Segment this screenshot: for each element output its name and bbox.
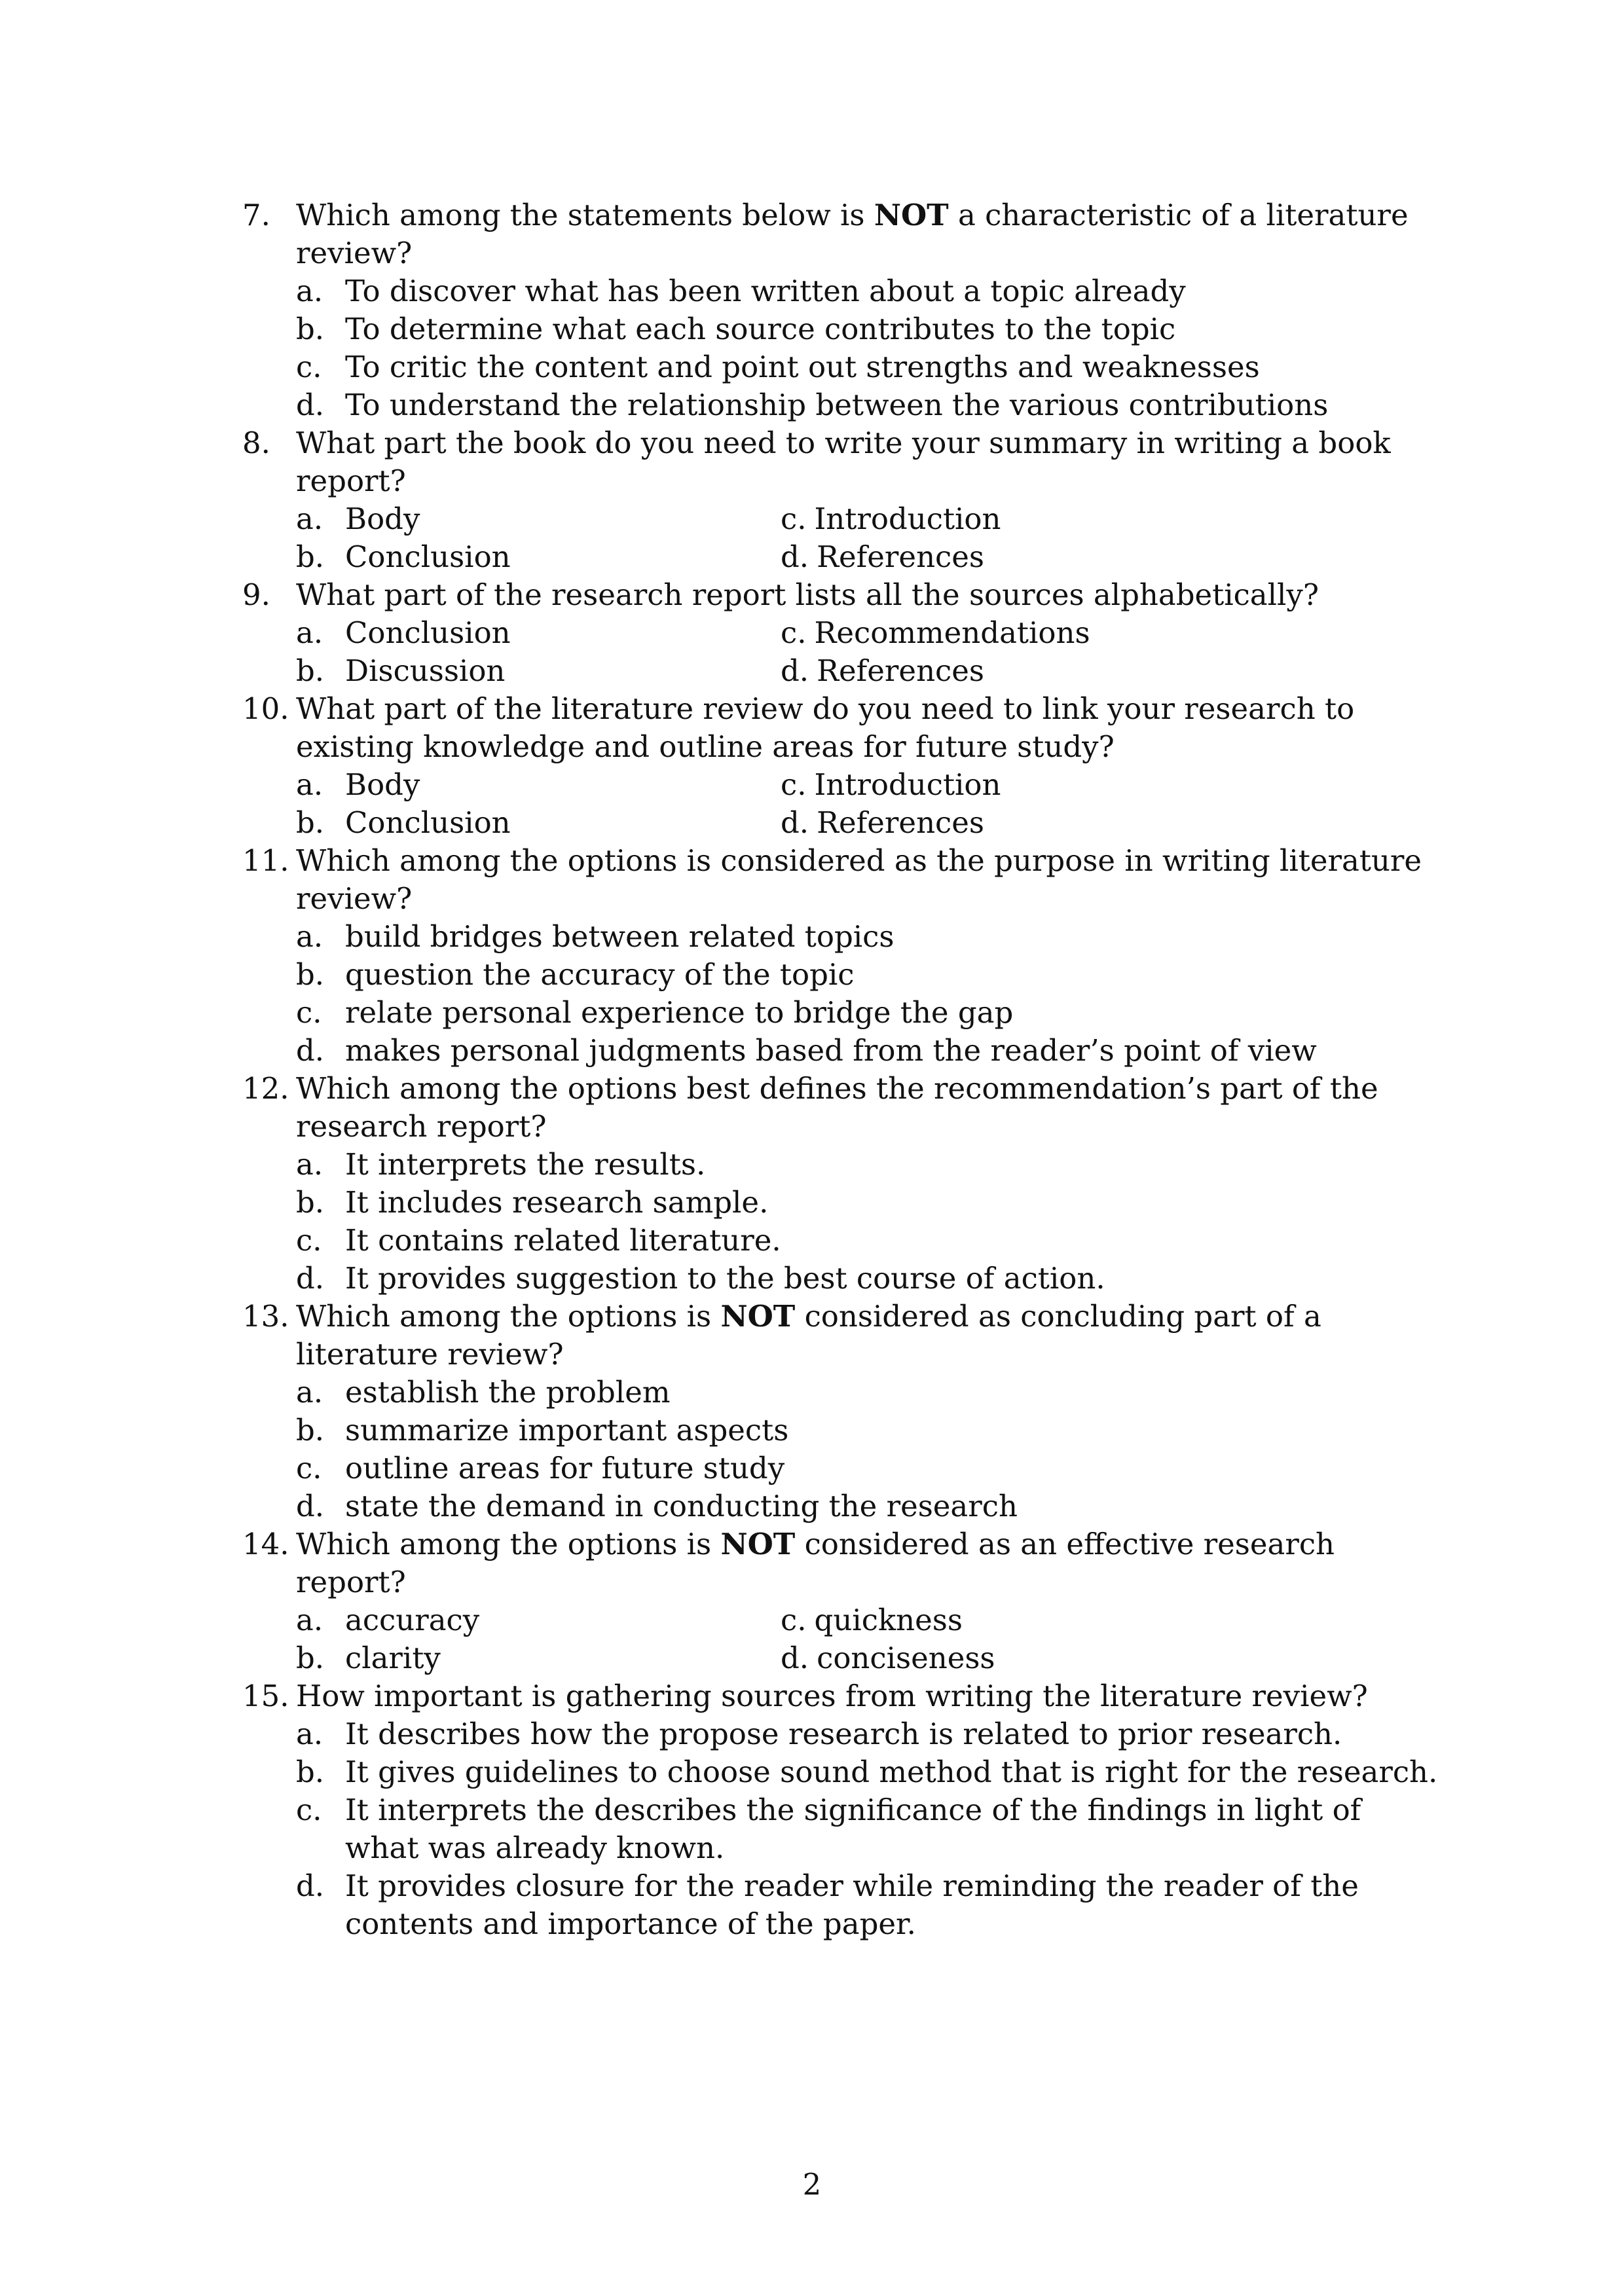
- answer-option: [781, 1601, 1304, 1639]
- answer-option: [296, 386, 1441, 424]
- answer-option: [296, 766, 781, 804]
- answer-option: [296, 1032, 1441, 1070]
- option-text: It provides closure for the reader while reminding the reader of the contents and importance of the paper.: [345, 1868, 1359, 1941]
- answer-option: [296, 804, 781, 842]
- option-letter: d.: [296, 1489, 325, 1523]
- answer-options: [296, 500, 1441, 576]
- option-letter: c.: [296, 1451, 322, 1485]
- answer-option: [296, 1487, 1441, 1525]
- option-text: It gives guidelines to choose sound method that is right for the research.: [345, 1755, 1438, 1789]
- answer-option: [296, 1639, 781, 1677]
- answer-options: [296, 1146, 1441, 1298]
- question-item: [242, 196, 1441, 424]
- question-item: [242, 424, 1441, 576]
- option-text: establish the problem: [345, 1375, 671, 1410]
- question-text-part: What part the book do you need to write your summary in writing a book report?: [296, 426, 1391, 498]
- question-text-part: How important is gathering sources from writing the literature review?: [296, 1679, 1368, 1713]
- answer-option: [296, 994, 1441, 1032]
- question-text: [296, 842, 1441, 918]
- option-letter: b.: [296, 1641, 325, 1675]
- answer-option: [781, 766, 1304, 804]
- option-letter: a.: [296, 767, 323, 802]
- question-text: [296, 690, 1441, 766]
- question-number: 7.: [242, 198, 270, 232]
- option-letter: b.: [296, 312, 325, 346]
- answer-option: [296, 1449, 1441, 1487]
- option-text: It interprets the describes the significance of the findings in light of what was already known.: [345, 1793, 1361, 1865]
- option-letter: b.: [296, 805, 325, 840]
- answer-option: [296, 918, 1441, 956]
- answer-option: [781, 1639, 1304, 1677]
- option-letter: c.: [781, 501, 807, 536]
- option-text: summarize important aspects: [345, 1413, 789, 1448]
- question-item: [242, 1525, 1441, 1677]
- answer-option: [781, 500, 1304, 538]
- question-text-part: Which among the options is: [296, 1527, 721, 1561]
- answer-option: [296, 1867, 1441, 1943]
- question-text: [296, 1677, 1441, 1715]
- answer-option: [296, 1260, 1441, 1298]
- option-letter: d.: [296, 1868, 325, 1903]
- option-text: Conclusion: [345, 805, 511, 840]
- question-text: [296, 424, 1441, 500]
- answer-option: [296, 310, 1441, 348]
- option-text: It contains related literature.: [345, 1223, 781, 1258]
- answer-options: [296, 918, 1441, 1070]
- option-text: Introduction: [814, 501, 1001, 536]
- option-letter: a.: [296, 615, 323, 650]
- answer-option: [296, 1601, 781, 1639]
- question-number: 11.: [242, 843, 289, 878]
- option-text: conciseness: [817, 1641, 995, 1675]
- question-text-part: Which among the options best defines the recommendation’s part of the research report?: [296, 1071, 1378, 1144]
- option-letter: d.: [781, 653, 809, 688]
- option-text: makes personal judgments based from the reader’s point of view: [345, 1033, 1317, 1068]
- option-text: relate personal experience to bridge the gap: [345, 995, 1014, 1030]
- question-item: [242, 1070, 1441, 1298]
- question-text: [296, 1298, 1441, 1374]
- option-letter: d.: [296, 1261, 325, 1296]
- option-text: To critic the content and point out strengths and weaknesses: [345, 350, 1260, 384]
- question-item: [242, 1298, 1441, 1525]
- answer-option: [296, 1715, 1441, 1753]
- question-number: 9.: [242, 577, 270, 612]
- option-letter: a.: [296, 1603, 323, 1637]
- option-text: References: [817, 539, 984, 574]
- option-letter: c.: [296, 995, 322, 1030]
- question-text-part: Which among the options is considered as the purpose in writing literature review?: [296, 843, 1422, 916]
- option-text: References: [817, 653, 984, 688]
- option-text: It provides suggestion to the best course of action.: [345, 1261, 1105, 1296]
- answer-option: [296, 1753, 1441, 1791]
- option-letter: c.: [296, 350, 322, 384]
- option-letter: c.: [781, 1603, 807, 1637]
- answer-option: [296, 1412, 1441, 1449]
- answer-options: [296, 1715, 1441, 1943]
- option-text: To understand the relationship between the various contributions: [345, 388, 1329, 422]
- option-letter: d.: [296, 1033, 325, 1068]
- question-number: 14.: [242, 1527, 289, 1561]
- answer-option: [296, 1222, 1441, 1260]
- question-number: 15.: [242, 1679, 289, 1713]
- option-text: Introduction: [814, 767, 1001, 802]
- option-text: outline areas for future study: [345, 1451, 785, 1485]
- question-item: [242, 842, 1441, 1070]
- option-letter: c.: [781, 615, 807, 650]
- question-text-part: Which among the statements below is: [296, 198, 874, 232]
- answer-options: [296, 1374, 1441, 1525]
- option-text: It includes research sample.: [345, 1185, 769, 1220]
- answer-option: [296, 348, 1441, 386]
- option-letter: a.: [296, 919, 323, 954]
- option-text: It interprets the results.: [345, 1147, 706, 1182]
- answer-option: [296, 614, 781, 652]
- answer-option: [781, 538, 1304, 576]
- option-text: References: [817, 805, 984, 840]
- option-text: build bridges between related topics: [345, 919, 895, 954]
- option-text: clarity: [345, 1641, 441, 1675]
- option-letter: b.: [296, 1413, 325, 1448]
- question-text-part: What part of the research report lists all the sources alphabetically?: [296, 577, 1319, 612]
- question-number: 12.: [242, 1071, 289, 1106]
- option-letter: d.: [781, 1641, 809, 1675]
- option-text: question the accuracy of the topic: [345, 957, 855, 992]
- answer-options: [296, 766, 1441, 842]
- option-letter: b.: [296, 1755, 325, 1789]
- option-letter: d.: [781, 539, 809, 574]
- option-text: Recommendations: [814, 615, 1090, 650]
- question-text-part: Which among the options is: [296, 1299, 721, 1334]
- option-text: Conclusion: [345, 615, 511, 650]
- question-emphasis: NOT: [720, 1299, 796, 1334]
- option-text: It describes how the propose research is related to prior research.: [345, 1717, 1342, 1751]
- answer-option: [781, 652, 1304, 690]
- question-number: 10.: [242, 691, 289, 726]
- page-number: 2: [802, 2167, 822, 2202]
- answer-option: [296, 538, 781, 576]
- question-text: [296, 1070, 1441, 1146]
- question-number: 8.: [242, 426, 270, 460]
- option-letter: c.: [296, 1223, 322, 1258]
- answer-options: [296, 1601, 1441, 1677]
- option-letter: c.: [296, 1793, 322, 1827]
- option-text: quickness: [814, 1603, 963, 1637]
- answer-option: [296, 272, 1441, 310]
- option-text: accuracy: [345, 1603, 480, 1637]
- question-item: [242, 1677, 1441, 1943]
- option-text: To discover what has been written about a topic already: [345, 274, 1186, 308]
- answer-option: [781, 804, 1304, 842]
- option-letter: b.: [296, 957, 325, 992]
- answer-option: [296, 1184, 1441, 1222]
- answer-options: [296, 272, 1441, 424]
- option-letter: d.: [296, 388, 325, 422]
- question-emphasis: NOT: [720, 1527, 796, 1561]
- option-text: state the demand in conducting the research: [345, 1489, 1018, 1523]
- answer-option: [296, 956, 1441, 994]
- option-text: Body: [345, 767, 420, 802]
- question-emphasis: NOT: [874, 198, 949, 232]
- option-letter: a.: [296, 501, 323, 536]
- option-letter: d.: [781, 805, 809, 840]
- question-item: [242, 690, 1441, 842]
- question-list: [242, 196, 1441, 1943]
- question-text-part: a characteristic of a literature review?: [296, 198, 1409, 270]
- option-letter: b.: [296, 539, 325, 574]
- option-letter: a.: [296, 1375, 323, 1410]
- answer-option: [296, 1146, 1441, 1184]
- option-letter: a.: [296, 1147, 323, 1182]
- answer-option: [296, 1791, 1441, 1867]
- answer-option: [296, 500, 781, 538]
- question-text: [296, 196, 1441, 272]
- answer-options: [296, 614, 1441, 690]
- option-letter: b.: [296, 653, 325, 688]
- option-text: Body: [345, 501, 420, 536]
- option-text: Conclusion: [345, 539, 511, 574]
- answer-option: [296, 1374, 1441, 1412]
- option-letter: a.: [296, 274, 323, 308]
- question-item: [242, 576, 1441, 690]
- question-number: 13.: [242, 1299, 289, 1334]
- question-text-part: considered as concluding part of a literature review?: [296, 1299, 1321, 1372]
- option-text: To determine what each source contributes to the topic: [345, 312, 1176, 346]
- question-text: [296, 576, 1441, 614]
- option-letter: a.: [296, 1717, 323, 1751]
- option-letter: c.: [781, 767, 807, 802]
- question-text-part: What part of the literature review do you need to link your research to existing knowledge and outline areas for future study?: [296, 691, 1355, 764]
- question-text-part: considered as an effective research report?: [296, 1527, 1335, 1599]
- question-text: [296, 1525, 1441, 1601]
- answer-option: [781, 614, 1304, 652]
- option-text: Discussion: [345, 653, 506, 688]
- option-letter: b.: [296, 1185, 325, 1220]
- answer-option: [296, 652, 781, 690]
